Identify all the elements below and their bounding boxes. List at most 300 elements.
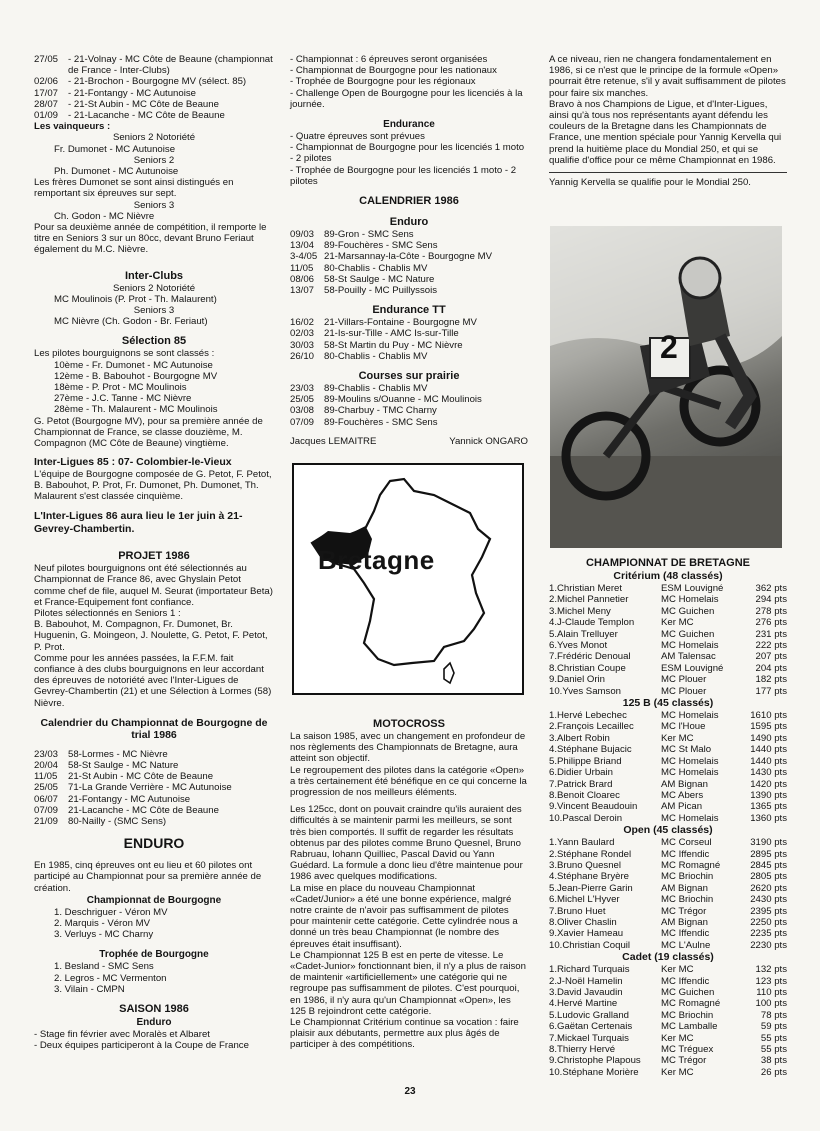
points-cell: 2845 pts bbox=[750, 859, 787, 871]
table-row bbox=[549, 837, 787, 848]
date-row bbox=[290, 317, 528, 328]
map-label: Bretagne bbox=[318, 545, 435, 575]
saison-heading: SAISON 1986 bbox=[119, 1003, 189, 1015]
table-row bbox=[549, 674, 787, 685]
club-cell: ESM Louvigné bbox=[661, 583, 724, 594]
club-cell: MC Guichen bbox=[661, 987, 715, 998]
date-row bbox=[34, 794, 274, 805]
name-cell: 8.Christian Coupe bbox=[549, 662, 626, 674]
list-item: 27ème - J.C. Tanne - MC Nièvre bbox=[54, 393, 192, 405]
date-row bbox=[290, 328, 528, 339]
club-cell: MC Briochin bbox=[661, 871, 714, 883]
list-item: 18ème - P. Prot - MC Moulinois bbox=[54, 382, 187, 394]
godon-paragraph: Pour sa deuxième année de compétition, il remporte le titre en Seniors 3 sur un 80cc, devant Bruno Feriaut également du M.C. Nièvre. bbox=[34, 222, 267, 256]
club-cell: MC Plouer bbox=[661, 674, 707, 686]
list-item: 12ème - B. Babouhot - Bourgogne MV bbox=[54, 370, 218, 382]
name-cell: 1.Richard Turquais bbox=[549, 964, 630, 976]
table-row bbox=[549, 940, 787, 951]
points-cell: 55 pts bbox=[760, 1044, 787, 1056]
freres-paragraph: Les frères Dumonet se sont ainsi distingués en remportant six épreuves sur sept. bbox=[34, 177, 234, 200]
table-row bbox=[549, 928, 787, 939]
name-cell: 9.Xavier Hameau bbox=[549, 928, 624, 940]
points-cell: 182 pts bbox=[755, 674, 787, 686]
name-cell: 8.Oliver Chaslin bbox=[549, 916, 617, 928]
club-cell: MC St Malo bbox=[661, 744, 712, 756]
seniors2-notoriete-heading: Seniors 2 Notoriété bbox=[112, 132, 196, 144]
enduro-cal-heading: Enduro bbox=[389, 216, 429, 229]
list-item: 10ème - Fr. Dumonet - MC Autunoise bbox=[54, 359, 213, 371]
name-cell: 7.Frédéric Denoual bbox=[549, 651, 631, 663]
date: 11/05 bbox=[34, 771, 58, 783]
date: 25/05 bbox=[290, 394, 315, 406]
event: 89-Charbuy - TMC Charny bbox=[324, 405, 437, 417]
event: 21-Marsannay-la-Côte - Bourgogne MV bbox=[324, 251, 492, 263]
trophee-list bbox=[34, 961, 274, 995]
date-row bbox=[290, 383, 528, 394]
table-row bbox=[549, 1067, 787, 1078]
enduro-calendar-list bbox=[290, 229, 528, 296]
table-row bbox=[549, 733, 787, 744]
name-cell: 10.Christian Coquil bbox=[549, 939, 631, 951]
club-cell: MC Romagné bbox=[661, 998, 721, 1010]
table-row bbox=[549, 583, 787, 594]
points-cell: 1365 pts bbox=[750, 801, 787, 813]
event: - 21-Fontangy - MC Autunoise bbox=[68, 87, 196, 99]
date-row bbox=[290, 263, 528, 274]
name-cell: 2.François Lecaillec bbox=[549, 721, 634, 733]
photo-caption: Yannig Kervella se qualifie pour le Mondial 250. bbox=[549, 177, 751, 189]
points-cell: 1420 pts bbox=[750, 778, 787, 790]
list-item: - Trophée de Bourgogne pour les licenciés 1 moto - 2 pilotes bbox=[290, 164, 517, 187]
club-cell: AM Bignan bbox=[661, 882, 708, 894]
date-row bbox=[34, 88, 274, 99]
projet-heading: PROJET 1986 bbox=[118, 550, 190, 563]
points-cell: 2805 pts bbox=[750, 871, 787, 883]
name-cell: 3.Bruno Quesnel bbox=[549, 859, 621, 871]
vainqueurs-heading: Les vainqueurs : bbox=[34, 121, 111, 133]
author-lemaitre: Jacques LEMAITRE bbox=[290, 435, 377, 447]
points-cell: 2230 pts bbox=[750, 939, 787, 951]
club-cell: MC Guichen bbox=[661, 605, 715, 617]
points-cell: 1360 pts bbox=[750, 812, 787, 824]
name-cell: 3.David Javaudin bbox=[549, 987, 623, 998]
table-row bbox=[549, 651, 787, 662]
club-cell: MC Plouer bbox=[661, 685, 707, 697]
points-cell: 100 pts bbox=[755, 998, 787, 1010]
table-row bbox=[549, 917, 787, 928]
name-cell: 6.Didier Urbain bbox=[549, 767, 613, 779]
points-cell: 1430 pts bbox=[750, 767, 787, 779]
endurance-list bbox=[290, 131, 528, 187]
name-cell: 7.Mickael Turquais bbox=[549, 1032, 629, 1044]
date: 11/05 bbox=[290, 262, 314, 274]
trial-calendar-list bbox=[34, 749, 274, 827]
event: 80-Nailly - (SMC Sens) bbox=[68, 815, 167, 827]
table-row bbox=[549, 964, 787, 975]
column-2 bbox=[290, 54, 528, 447]
name-cell: 3.Albert Robin bbox=[549, 732, 610, 744]
event: 21-Villars-Fontaine - Bourgogne MV bbox=[324, 317, 477, 329]
club-cell: AM Pican bbox=[661, 801, 703, 813]
table-row bbox=[549, 1044, 787, 1055]
section-heading: Open (45 classés) bbox=[623, 824, 713, 837]
selection-list bbox=[34, 360, 274, 416]
points-cell: 2250 pts bbox=[750, 916, 787, 928]
event: - 21-Volnay - MC Côte de Beaune (championnat de France - Inter-Clubs) bbox=[68, 54, 273, 77]
name-cell: 3.Michel Meny bbox=[549, 605, 611, 617]
name-cell: 7.Bruno Huet bbox=[549, 905, 606, 917]
table-row bbox=[549, 617, 787, 628]
club-cell: MC L'Aulne bbox=[661, 939, 711, 951]
date: 28/07 bbox=[34, 98, 59, 110]
date: 17/07 bbox=[34, 87, 59, 99]
points-cell: 1610 pts bbox=[750, 710, 787, 722]
table-row bbox=[549, 663, 787, 674]
table-row bbox=[549, 998, 787, 1009]
seniors3-winner: Ch. Godon - MC Nièvre bbox=[54, 210, 155, 222]
table-row bbox=[549, 767, 787, 778]
club-cell: MC Iffendic bbox=[661, 928, 710, 940]
c3-p2: Bravo à nos Champions de Ligue, et d'Inter-Ligues, ainsi qu'à tous nos représentants ayant défendu les couleurs de la Bretagne dans les Championnats de France, une mention spéciale pour Yannig Kervella qui prend la huitième place du Mondial 250, et qui se qualifie d'office pour ce même Championnat en 1986. bbox=[549, 98, 782, 166]
date-row bbox=[290, 351, 528, 362]
interligues-heading: Inter-Ligues 85 : 07- Colombier-le-Vieux bbox=[34, 456, 232, 469]
interclubs-s3: Seniors 3 bbox=[133, 305, 175, 317]
list-item: - Quatre épreuves sont prévues bbox=[290, 131, 425, 143]
table-row bbox=[549, 860, 787, 871]
table-row bbox=[549, 710, 787, 721]
points-cell: 2235 pts bbox=[750, 928, 787, 940]
date: 20/04 bbox=[34, 759, 59, 771]
club-cell: Ker MC bbox=[661, 1066, 694, 1078]
page-number: 23 bbox=[404, 1086, 416, 1097]
mx-p1: La saison 1985, avec un changement en profondeur de nos règlements des Championnats de Bretagne, aura atteint son objectif. bbox=[290, 731, 526, 765]
projet-p3: B. Babouhot, M. Compagnon, Fr. Dumonet, Br. Huguenin, G. Moingeon, J. Noulette, G. Petot, F. Petot, P. Prot. bbox=[34, 619, 268, 653]
column-3 bbox=[549, 54, 787, 188]
date-row bbox=[290, 240, 528, 251]
event: 21-Is-sur-Tille - AMC Is-sur-Tille bbox=[324, 328, 459, 340]
club-cell: MC Romagné bbox=[661, 859, 721, 871]
interligues-paragraph: L'équipe de Bourgogne composée de G. Petot, F. Petot, B. Babouhot, P. Prot, Fr. Dumonet, Ph. Dumonet, Th. Malaurent s'est classée cinquième. bbox=[34, 468, 272, 502]
table-row bbox=[549, 640, 787, 651]
list-item: 1. Besland - SMC Sens bbox=[54, 961, 154, 973]
event: 89-Gron - SMC Sens bbox=[324, 229, 414, 241]
column-1 bbox=[34, 54, 274, 1051]
date: 27/05 bbox=[34, 54, 59, 65]
saison-list bbox=[34, 1029, 274, 1051]
table-row bbox=[549, 801, 787, 812]
date-row bbox=[34, 805, 274, 816]
list-item: 2. Legros - MC Vermenton bbox=[54, 972, 167, 984]
table-row bbox=[549, 813, 787, 824]
points-cell: 222 pts bbox=[755, 640, 787, 652]
points-cell: 294 pts bbox=[755, 594, 787, 606]
date-row bbox=[34, 76, 274, 87]
name-cell: 9.Christophe Plapous bbox=[549, 1055, 641, 1067]
club-cell: AM Talensac bbox=[661, 651, 716, 663]
c3-p1: A ce niveau, rien ne changera fondamentalement en 1986, si ce n'est que le principe de la formule «Open» pourrait être retenue, s'il y avait suffisamment de pilotes pour faire six manches. bbox=[549, 54, 786, 99]
interligues86-heading: L'Inter-Ligues 86 aura lieu le 1er juin à 21-Gevrey-Chambertin. bbox=[34, 510, 243, 536]
list-item: - Stage fin février avec Moralès et Albaret bbox=[34, 1029, 210, 1040]
enduro-heading: ENDURO bbox=[123, 835, 185, 852]
table-row bbox=[549, 883, 787, 894]
motorbike-rider-icon bbox=[550, 226, 782, 548]
date-row bbox=[34, 749, 274, 760]
championnat-tables bbox=[549, 570, 787, 1078]
table-row bbox=[549, 894, 787, 905]
event: 71-La Grande Verrière - MC Autunoise bbox=[68, 782, 232, 794]
date: 07/09 bbox=[34, 804, 59, 816]
date: 30/03 bbox=[290, 339, 315, 351]
name-cell: 10.Yves Samson bbox=[549, 685, 621, 697]
name-cell: 6.Michel L'Hyver bbox=[549, 894, 620, 906]
points-cell: 2430 pts bbox=[750, 894, 787, 906]
selection-heading: Sélection 85 bbox=[121, 335, 187, 348]
endurance-tt-heading: Endurance TT bbox=[372, 304, 446, 317]
name-cell: 8.Benoit Cloarec bbox=[549, 789, 620, 801]
name-cell: 4.J-Claude Templon bbox=[549, 617, 635, 629]
club-cell: MC Lamballe bbox=[661, 1021, 718, 1033]
points-cell: 38 pts bbox=[760, 1055, 787, 1067]
table-row bbox=[549, 686, 787, 697]
points-cell: 207 pts bbox=[755, 651, 787, 663]
championnat-bretagne bbox=[549, 557, 787, 1078]
date: 23/03 bbox=[34, 748, 59, 760]
event: 21-Lacanche - MC Côte de Beaune bbox=[68, 804, 219, 816]
event: 58-Pouilly - MC Puillyssois bbox=[324, 285, 438, 297]
date: 13/07 bbox=[290, 285, 315, 297]
trophee-heading: Trophée de Bourgogne bbox=[99, 949, 209, 961]
event: 58-St Saulge - MC Nature bbox=[324, 273, 435, 285]
section-heading: Cadet (19 classés) bbox=[622, 951, 714, 964]
mx-p4: La mise en place du nouveau Championnat «Cadet/Junior» a été une bonne expérience, malgré notre crainte de n'avoir pas suffisamment de pilotes pour maintenir cette catégorie. Cette cylindrée nous a donné un très beau Championnat (le nombre des épreuves était insuffisant). bbox=[290, 882, 518, 950]
seniors2-notoriete-winner: Fr. Dumonet - MC Autunoise bbox=[54, 143, 176, 155]
list-item: - Championnat de Bourgogne pour les nationaux bbox=[290, 65, 497, 77]
motocross-article bbox=[290, 718, 528, 1051]
points-cell: 3190 pts bbox=[750, 837, 787, 849]
table-row bbox=[549, 721, 787, 732]
club-cell: MC Trégor bbox=[661, 1055, 707, 1067]
club-cell: MC Homelais bbox=[661, 767, 719, 779]
club-cell: Ker MC bbox=[661, 617, 694, 629]
list-item: 3. Verluys - MC Charny bbox=[54, 929, 154, 941]
event: 89-Fouchères - SMC Sens bbox=[324, 240, 438, 252]
date: 3-4/05 bbox=[290, 251, 318, 263]
table-row bbox=[549, 1055, 787, 1066]
date: 23/03 bbox=[290, 383, 315, 395]
club-cell: Ker MC bbox=[661, 1032, 694, 1044]
club-cell: MC Iffendic bbox=[661, 975, 710, 987]
table-row bbox=[549, 1010, 787, 1021]
points-cell: 231 pts bbox=[755, 628, 787, 640]
list-item: - Championnat : 6 épreuves seront organisées bbox=[290, 54, 488, 65]
france-map-icon bbox=[294, 465, 522, 693]
date: 06/07 bbox=[34, 793, 59, 805]
prairie-list bbox=[290, 383, 528, 428]
enduro-paragraph: En 1985, cinq épreuves ont eu lieu et 60 pilotes ont participé au Championnat pour sa première année de création. bbox=[34, 860, 262, 894]
club-cell: MC Homelais bbox=[661, 812, 719, 824]
list-item: 1. Deschriguer - Véron MV bbox=[54, 906, 168, 918]
points-cell: 2395 pts bbox=[750, 905, 787, 917]
petot-paragraph: G. Petot (Bourgogne MV), pour sa première année de Championnat de France, se classe douzième, M. Compagnon (MC Côte de Beaune) vingtième. bbox=[34, 415, 263, 450]
club-cell: MC l'Houe bbox=[661, 721, 706, 733]
date-row bbox=[290, 340, 528, 351]
points-cell: 1390 pts bbox=[750, 789, 787, 801]
name-cell: 6.Gaëtan Certenais bbox=[549, 1021, 633, 1033]
date: 02/06 bbox=[34, 76, 59, 88]
club-cell: Ker MC bbox=[661, 732, 694, 744]
seniors2-winner: Ph. Dumonet - MC Autunoise bbox=[54, 166, 179, 178]
points-cell: 132 pts bbox=[755, 964, 787, 976]
name-cell: 5.Philippe Briand bbox=[549, 755, 622, 767]
table-row bbox=[549, 1021, 787, 1032]
endurance-tt-list bbox=[290, 317, 528, 362]
points-cell: 78 pts bbox=[760, 1009, 787, 1021]
club-cell: MC Briochin bbox=[661, 1009, 714, 1021]
list-item: 28ème - Th. Malaurent - MC Moulinois bbox=[54, 404, 218, 416]
date: 21/09 bbox=[34, 815, 59, 827]
event: 80-Chablis - Chablis MV bbox=[324, 262, 428, 274]
name-cell: 9.Daniel Orin bbox=[549, 674, 605, 686]
date: 03/08 bbox=[290, 405, 315, 417]
event: 58-St Saulge - MC Nature bbox=[68, 759, 179, 771]
name-cell: 5.Ludovic Gralland bbox=[549, 1009, 629, 1021]
results-table bbox=[549, 710, 787, 824]
table-row bbox=[549, 906, 787, 917]
motocross-photo bbox=[550, 226, 782, 548]
points-cell: 26 pts bbox=[760, 1066, 787, 1078]
club-cell: Ker MC bbox=[661, 964, 694, 976]
club-cell: MC Iffendic bbox=[661, 848, 710, 860]
section-heading: Critérium (48 classés) bbox=[613, 570, 723, 582]
points-cell: 177 pts bbox=[755, 685, 787, 697]
name-cell: 10.Pascal Deroin bbox=[549, 812, 623, 824]
date: 08/06 bbox=[290, 273, 315, 285]
date: 09/03 bbox=[290, 229, 315, 241]
mx-p3: Les 125cc, dont on pouvait craindre qu'ils auraient des difficultés à se maintenir parmi les meilleurs, se sont très bien comportés. Il suffit de regarder les résultats obtenus par des pilotes comme Bruno Quesnel, Bruno Rabruau, Iohann Quilliec, Pascal David ou Yann Guédard. La formule a donc lieu d'être maintenue pour 1986 avec quelques modifications. bbox=[290, 804, 523, 883]
prairie-heading: Courses sur prairie bbox=[358, 370, 460, 383]
club-cell: AM Bignan bbox=[661, 916, 708, 928]
name-cell: 1.Christian Meret bbox=[549, 583, 623, 594]
name-cell: 4.Stéphane Bujacic bbox=[549, 744, 632, 756]
club-cell: MC Abers bbox=[661, 789, 704, 801]
bretagne-map bbox=[292, 463, 524, 695]
results-table bbox=[549, 964, 787, 1078]
date-row bbox=[34, 54, 274, 76]
date: 02/03 bbox=[290, 328, 315, 340]
points-cell: 59 pts bbox=[760, 1021, 787, 1033]
points-cell: 278 pts bbox=[755, 605, 787, 617]
name-cell: 4.Hervé Martine bbox=[549, 998, 618, 1010]
table-row bbox=[549, 1033, 787, 1044]
table-row bbox=[549, 779, 787, 790]
section-heading: 125 B (45 classés) bbox=[622, 697, 714, 710]
motocross-heading: MOTOCROSS bbox=[373, 718, 445, 730]
club-cell: MC Homelais bbox=[661, 640, 719, 652]
seniors2-heading: Seniors 2 bbox=[133, 154, 175, 166]
name-cell: 5.Jean-Pierre Garin bbox=[549, 882, 633, 894]
championnat-bretagne-heading: CHAMPIONNAT DE BRETAGNE bbox=[586, 557, 750, 569]
table-row bbox=[549, 849, 787, 860]
saison-subheading: Enduro bbox=[136, 1017, 172, 1028]
date: 13/04 bbox=[290, 240, 315, 252]
club-cell: MC Homelais bbox=[661, 710, 719, 722]
points-cell: 276 pts bbox=[755, 617, 787, 629]
event: 58-Lormes - MC Nièvre bbox=[68, 748, 168, 760]
name-cell: 7.Patrick Brard bbox=[549, 778, 613, 790]
name-cell: 2.Michel Pannetier bbox=[549, 594, 629, 606]
date: 01/09 bbox=[34, 110, 59, 122]
event: 89-Moulins s/Ouanne - MC Moulinois bbox=[324, 394, 482, 406]
name-cell: 5.Alain Trelluyer bbox=[549, 628, 618, 640]
list-item: - Challenge Open de Bourgogne pour les licenciés à la journée. bbox=[290, 87, 523, 110]
date-row bbox=[34, 816, 274, 827]
table-row bbox=[549, 606, 787, 617]
list-item: - Deux équipes participeront à la Coupe de France bbox=[34, 1040, 249, 1052]
club-cell: MC Homelais bbox=[661, 594, 719, 606]
club-cell: MC Tréguex bbox=[661, 1044, 714, 1056]
points-cell: 1595 pts bbox=[750, 721, 787, 733]
table-row bbox=[549, 976, 787, 987]
points-cell: 2620 pts bbox=[750, 882, 787, 894]
date: 16/02 bbox=[290, 317, 315, 329]
list-item: 2. Marquis - Véron MV bbox=[54, 917, 150, 929]
mx-p2: Le regroupement des pilotes dans la catégorie «Open» a très certainement été bénéfique en ce qui concerne la progression de nos meilleurs éléments. bbox=[290, 764, 527, 799]
name-cell: 10.Stéphane Morière bbox=[549, 1066, 639, 1078]
enduro-format-list bbox=[290, 54, 528, 110]
date-row bbox=[34, 760, 274, 771]
name-cell: 2.J-Noël Hamelin bbox=[549, 975, 623, 987]
calendrier-heading: CALENDRIER 1986 bbox=[359, 195, 459, 208]
name-cell: 4.Stéphane Bryère bbox=[549, 871, 630, 883]
points-cell: 1440 pts bbox=[750, 744, 787, 756]
club-cell: MC Homelais bbox=[661, 755, 719, 767]
date-row bbox=[34, 110, 274, 121]
trial-results-dates bbox=[34, 54, 274, 121]
date-row bbox=[290, 229, 528, 240]
points-cell: 123 pts bbox=[755, 975, 787, 987]
date-row bbox=[34, 782, 274, 793]
date-row bbox=[290, 394, 528, 405]
championnat-bourgogne-heading: Championnat de Bourgogne bbox=[86, 894, 222, 906]
event: 80-Chablis - Chablis MV bbox=[324, 350, 428, 362]
name-cell: 1.Hervé Lebechec bbox=[549, 710, 627, 722]
table-row bbox=[549, 987, 787, 998]
date: 07/09 bbox=[290, 416, 315, 428]
projet-p4: Comme pour les années passées, la F.F.M. fait confiance à des clubs bourguignons en leur accordant des épreuves de notoriété avec l'Inter-Ligues de Gevrey-Chambertin (21) et une Sélection à Lormes (58) Nièvre. bbox=[34, 652, 272, 709]
date-row bbox=[290, 285, 528, 296]
list-item: - Trophée de Bourgogne pour les régionaux bbox=[290, 76, 476, 88]
table-row bbox=[549, 744, 787, 755]
interclubs-heading: Inter-Clubs bbox=[124, 269, 184, 282]
event: 89-Chablis - Chablis MV bbox=[324, 383, 428, 395]
interclubs-s2n: Seniors 2 Notoriété bbox=[112, 282, 196, 294]
event: - 21-Lacanche - MC Côte de Beaune bbox=[68, 110, 225, 122]
club-cell: MC Corseul bbox=[661, 837, 712, 849]
club-cell: ESM Louvigné bbox=[661, 662, 724, 674]
event: 21-Fontangy - MC Autunoise bbox=[68, 793, 191, 805]
author-ongaro: Yannick ONGARO bbox=[449, 435, 528, 447]
results-table bbox=[549, 837, 787, 951]
name-cell: 6.Yves Monot bbox=[549, 640, 608, 652]
date: 25/05 bbox=[34, 782, 59, 794]
points-cell: 55 pts bbox=[760, 1032, 787, 1044]
date-row bbox=[290, 417, 528, 428]
points-cell: 362 pts bbox=[755, 583, 787, 594]
projet-p2: Pilotes sélectionnés en Seniors 1 : bbox=[34, 607, 181, 619]
points-cell: 1490 pts bbox=[750, 732, 787, 744]
rider-number: 2 bbox=[660, 329, 678, 365]
name-cell: 2.Stéphane Rondel bbox=[549, 848, 632, 860]
